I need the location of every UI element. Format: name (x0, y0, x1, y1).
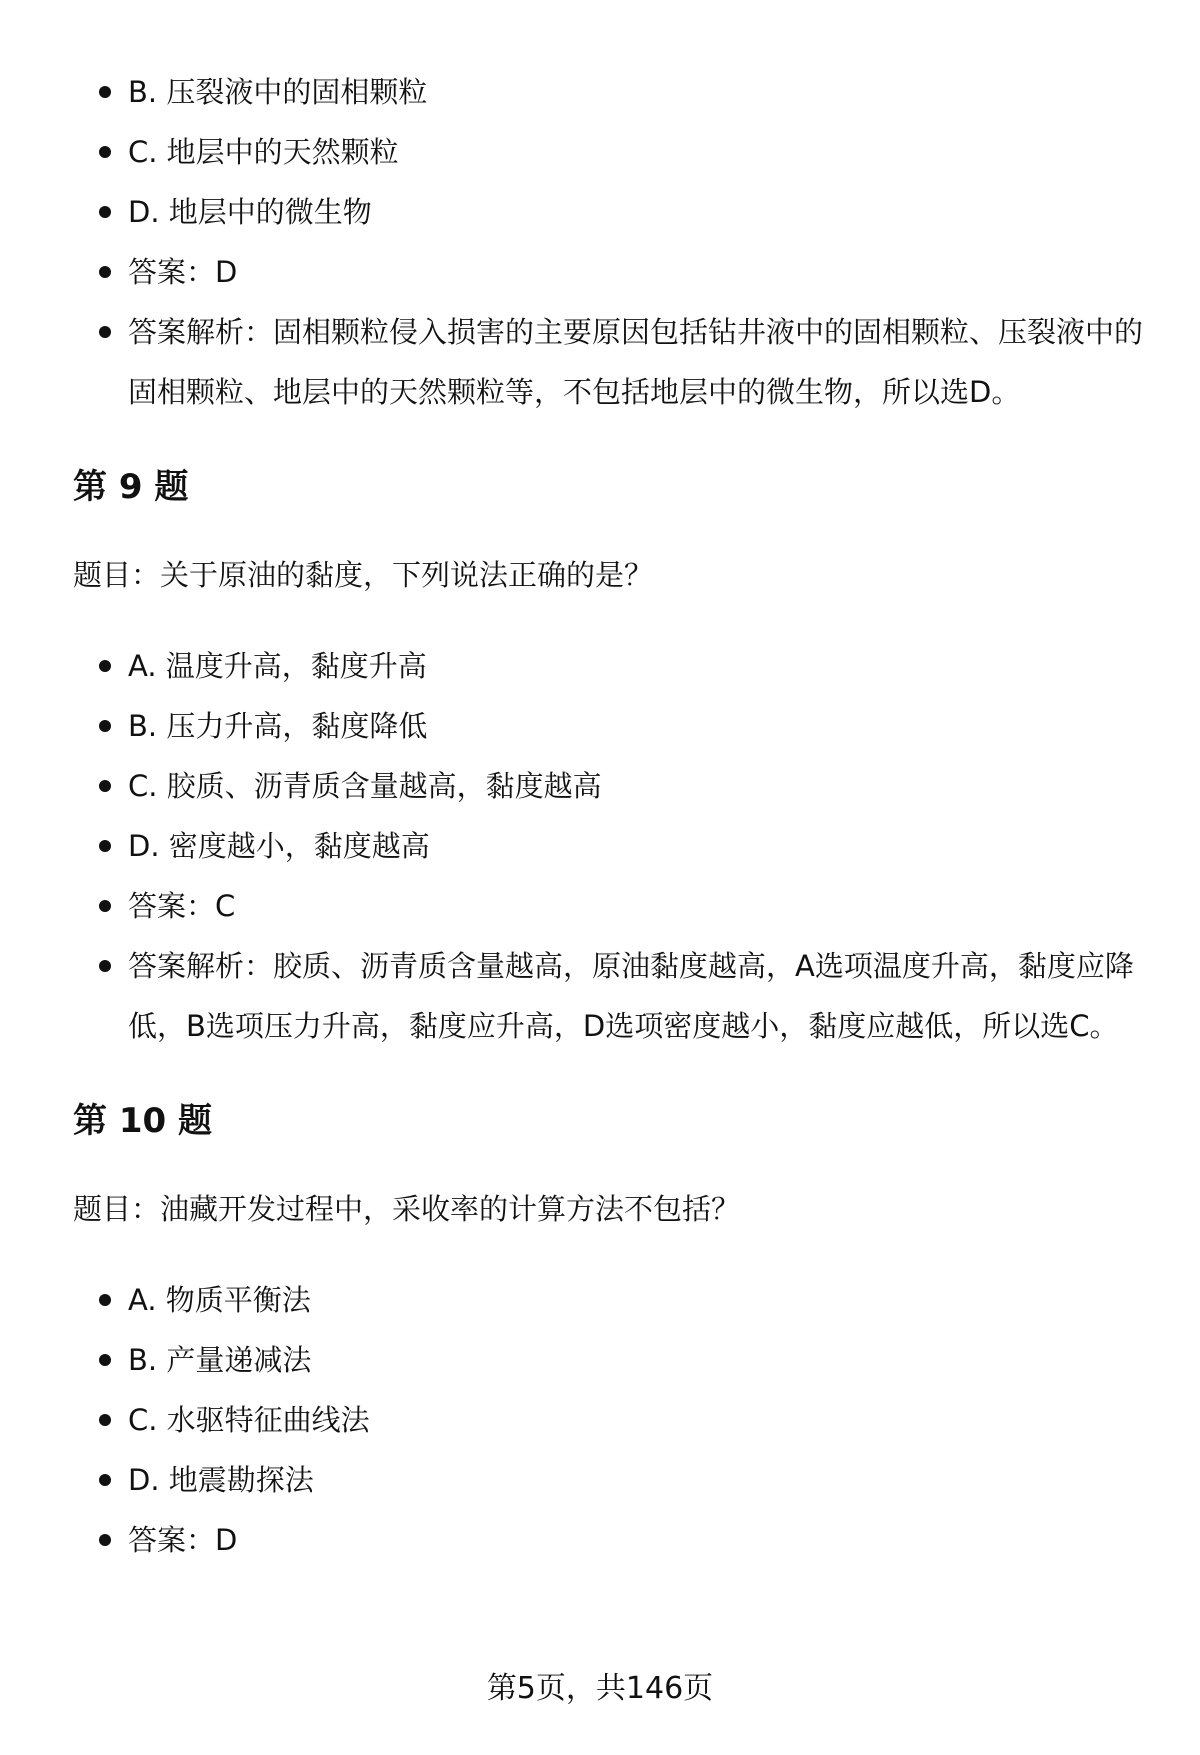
question-9-options (73, 636, 1143, 1056)
option-b: B. 压裂液中的固相颗粒 (73, 62, 1143, 122)
option-b: B. 产量递减法 (73, 1330, 1143, 1390)
option-c: C. 胶质、沥青质含量越高，黏度越高 (73, 756, 1143, 816)
option-c: C. 水驱特征曲线法 (73, 1390, 1143, 1450)
page-number-footer: 第5页，共146页 (486, 1671, 714, 1706)
question-10-options (73, 1270, 1143, 1570)
previous-question-list (73, 62, 1143, 422)
question-9-text: 题目：关于原油的黏度，下列说法正确的是？ (73, 558, 654, 592)
option-d: D. 地震勘探法 (73, 1450, 1143, 1510)
option-d: D. 地层中的微生物 (73, 182, 1143, 242)
question-9-heading: 第 9 题 (73, 467, 189, 507)
answer-explanation: 答案解析：胶质、沥青质含量越高，原油黏度越高，A选项温度升高，黏度应降低，B选项压力升高，黏度应升高，D选项密度越小，黏度应越低，所以选C。 (73, 936, 1143, 1056)
option-a: A. 温度升高，黏度升高 (73, 636, 1143, 696)
answer-explanation: 答案解析：固相颗粒侵入损害的主要原因包括钻井液中的固相颗粒、压裂液中的固相颗粒、地层中的天然颗粒等，不包括地层中的微生物，所以选D。 (73, 302, 1143, 422)
question-10-heading: 第 10 题 (73, 1101, 212, 1141)
option-b: B. 压力升高，黏度降低 (73, 696, 1143, 756)
answer: 答案：D (73, 1510, 1143, 1570)
option-a: A. 物质平衡法 (73, 1270, 1143, 1330)
option-c: C. 地层中的天然颗粒 (73, 122, 1143, 182)
answer: 答案：C (73, 876, 1143, 936)
option-d: D. 密度越小，黏度越高 (73, 816, 1143, 876)
answer: 答案：D (73, 242, 1143, 302)
document-page (73, 62, 1143, 1570)
question-10-text: 题目：油藏开发过程中，采收率的计算方法不包括？ (73, 1192, 741, 1226)
